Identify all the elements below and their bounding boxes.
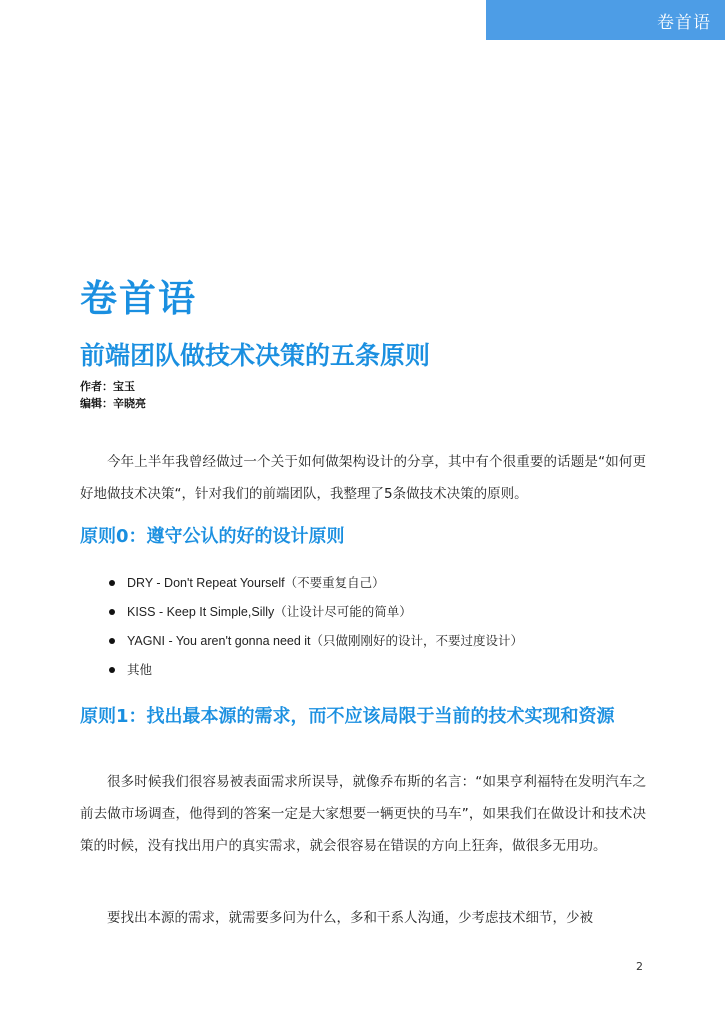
section-0-heading: 原则0：遵守公认的好的设计原则 — [80, 526, 345, 547]
article-subtitle: 前端团队做技术决策的五条原则 — [80, 341, 431, 370]
section-1-paragraph-2: 要找出本源的需求，就需要多问为什么，多和干系人沟通，少考虑技术细节，少被 — [107, 910, 593, 926]
header-section-tab: 卷首语 — [486, 0, 725, 40]
bullet-icon — [109, 638, 115, 644]
list-item — [109, 627, 523, 656]
list-item — [109, 569, 523, 598]
bullet-icon — [109, 580, 115, 586]
principles-list — [109, 569, 523, 685]
list-item — [109, 598, 523, 627]
page-number: 2 — [636, 960, 643, 973]
author-line: 作者：宝玉 — [80, 380, 135, 393]
editor-line: 编辑：辛晓亮 — [80, 397, 146, 410]
list-item — [109, 656, 523, 685]
bullet-icon — [109, 667, 115, 673]
section-1-heading: 原则1：找出最本源的需求，而不应该局限于当前的技术实现和资源 — [80, 706, 615, 727]
intro-paragraph: 今年上半年我曾经做过一个关于如何做架构设计的分享，其中有个很重要的话题是“如何更好地做技术决策“，针对我们的前端团队，我整理了5条做技术决策的原则。 — [80, 454, 646, 502]
list-item-text: YAGNI - You aren't gonna need it（只做刚刚好的设计，不要过度设计） — [127, 634, 524, 648]
list-item-text: KISS - Keep It Simple,Silly（让设计尽可能的简单） — [127, 605, 412, 619]
page-title: 卷首语 — [80, 277, 197, 320]
bullet-icon — [109, 609, 115, 615]
list-item-text: 其他 — [127, 663, 153, 677]
list-item-text: DRY - Don't Repeat Yourself（不要重复自己） — [127, 576, 385, 590]
section-1-paragraph-1: 很多时候我们很容易被表面需求所误导，就像乔布斯的名言：“如果亨利福特在发明汽车之前去做市场调查，他得到的答案一定是大家想要一辆更快的马车”，如果我们在做设计和技术决策的时候，没有找出用户的真实需求，就会很容易在错误的方向上狂奔，做很多无用功。 — [80, 774, 646, 854]
